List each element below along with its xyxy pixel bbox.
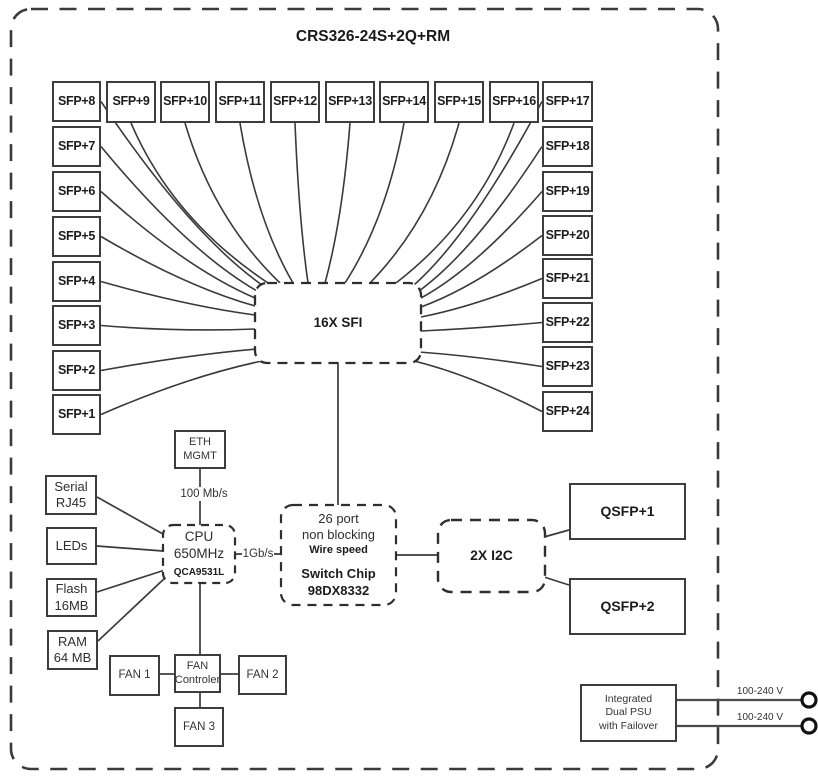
ram-box xyxy=(47,630,98,670)
link-speed-label-100mbs: 100 Mb/s xyxy=(180,487,228,500)
sfp-port: SFP+21 xyxy=(542,258,593,299)
psu-line2: Dual PSU xyxy=(605,706,652,719)
sfp-port: SFP+22 xyxy=(542,302,593,343)
eth-mgmt-line2: MGMT xyxy=(183,449,217,462)
wire-sfp13 xyxy=(325,123,350,283)
wire-sfp18 xyxy=(419,147,542,292)
fan1-box: FAN 1 xyxy=(109,655,160,696)
eth-mgmt-line1: ETH xyxy=(189,435,211,448)
wire-i2c-qsfp1 xyxy=(544,530,569,537)
sfp-port: SFP+1 xyxy=(52,394,101,435)
wire-sfp14 xyxy=(345,123,404,283)
leds-box xyxy=(46,527,97,565)
sfp-port: SFP+11 xyxy=(215,81,265,123)
psu-voltage-label-1: 100-240 V xyxy=(736,686,784,698)
qsfp-port: QSFP+1 xyxy=(569,483,686,540)
fan-controller-line2: Controler xyxy=(174,673,221,686)
sfp-port: SFP+23 xyxy=(542,346,593,387)
serial-box xyxy=(45,475,97,515)
sfp-port: SFP+16 xyxy=(489,81,539,123)
qsfp-port: QSFP+2 xyxy=(569,578,686,635)
psu-line3: with Failover xyxy=(599,719,658,732)
eth-mgmt-box xyxy=(174,430,226,469)
switch-desc-line1: 26 port xyxy=(318,511,359,527)
wire-serial-cpu xyxy=(97,497,163,534)
cpu-clock: 650MHz xyxy=(173,545,225,561)
wire-sfp7 xyxy=(101,147,257,292)
switch-name-line1: Switch Chip xyxy=(301,566,376,582)
cpu-name: CPU xyxy=(184,528,214,544)
fan-controller-line1: FAN xyxy=(186,659,209,672)
switch-name-line2: 98DX8332 xyxy=(307,582,370,598)
flash-box xyxy=(46,578,97,617)
wire-sfp20 xyxy=(421,236,542,308)
sfp-port: SFP+24 xyxy=(542,391,593,432)
serial-line1: Serial xyxy=(54,478,88,494)
wire-i2c-qsfp2 xyxy=(544,577,569,585)
sfp-port: SFP+10 xyxy=(160,81,210,123)
ram-line2: 64 MB xyxy=(53,650,92,665)
sfp-port: SFP+20 xyxy=(542,215,593,256)
sfp-port: SFP+4 xyxy=(52,261,101,302)
wire-leds-cpu xyxy=(97,546,163,551)
sfp-port: SFP+12 xyxy=(270,81,320,123)
wire-sfp6 xyxy=(101,192,255,299)
sfp-connection-lines xyxy=(101,102,542,415)
power-inlet-circle-1 xyxy=(802,693,816,707)
flash-line1: Flash xyxy=(55,581,88,597)
wire-sfp21 xyxy=(421,279,542,318)
i2c-box: 2X I2C xyxy=(470,547,513,564)
wire-sfp22 xyxy=(421,323,542,332)
cpu-model: QCA9531L xyxy=(173,566,225,578)
sfp-port: SFP+15 xyxy=(434,81,484,123)
psu-line1: Integrated xyxy=(604,693,653,706)
link-speed-label-1gbs: 1Gb/s xyxy=(242,547,274,560)
sfp-port: SFP+14 xyxy=(379,81,429,123)
wire-sfp23 xyxy=(419,352,542,367)
wire-sfp5 xyxy=(101,237,255,307)
wire-sfp10 xyxy=(185,123,280,283)
wire-ram-cpu xyxy=(98,577,166,641)
sfp-port: SFP+5 xyxy=(52,216,101,257)
wire-sfp24 xyxy=(414,361,542,412)
fan3-box: FAN 3 xyxy=(174,707,224,747)
sfp-port: SFP+18 xyxy=(542,126,593,167)
sfp-port: SFP+13 xyxy=(325,81,375,123)
psu-voltage-label-2: 100-240 V xyxy=(736,712,784,724)
flash-line2: 16MB xyxy=(54,597,89,613)
serial-line2: RJ45 xyxy=(55,495,87,510)
wire-sfp8 xyxy=(101,102,262,286)
wire-sfp11 xyxy=(240,123,293,283)
switch-desc-line2: non blocking xyxy=(302,527,375,543)
diagram-title: CRS326-24S+2Q+RM xyxy=(295,28,451,46)
wire-sfp3 xyxy=(101,326,255,330)
wire-sfp12 xyxy=(295,123,308,283)
switch-chip-box xyxy=(284,509,393,601)
sfp-port: SFP+9 xyxy=(106,81,156,123)
switch-wire-speed: Wire speed xyxy=(309,543,368,556)
cpu-box xyxy=(166,528,232,580)
sfp-port: SFP+2 xyxy=(52,350,101,391)
ram-line1: RAM xyxy=(58,633,87,649)
psu-box xyxy=(580,684,677,742)
leds-label: LEDs xyxy=(55,537,88,553)
sfp-port: SFP+19 xyxy=(542,171,593,212)
sfp-port: SFP+8 xyxy=(52,81,101,122)
sfi-hub-box: 16X SFI xyxy=(313,314,363,330)
fan2-box: FAN 2 xyxy=(238,655,287,695)
sfp-port: SFP+7 xyxy=(52,126,101,167)
sfp-port: SFP+6 xyxy=(52,171,101,212)
wire-sfp1 xyxy=(101,361,262,415)
sfp-port: SFP+17 xyxy=(542,81,593,122)
fan-controller-box xyxy=(174,654,221,693)
sfp-port: SFP+3 xyxy=(52,305,101,346)
power-inlet-circle-2 xyxy=(802,719,816,733)
